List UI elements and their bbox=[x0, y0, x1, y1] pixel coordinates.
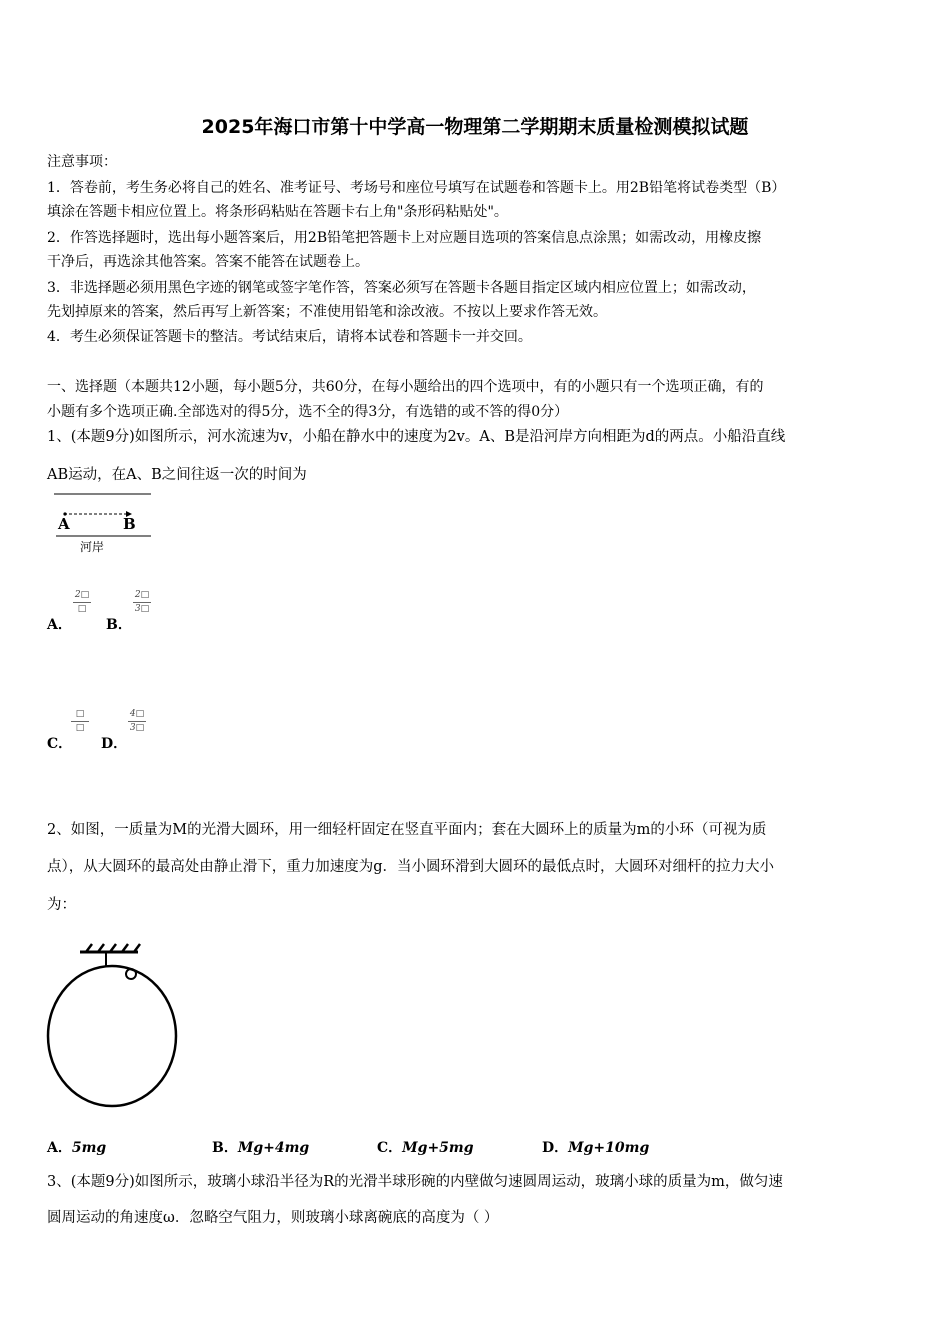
question-1-text: 1、(本题9分)如图所示，河水流速为v，小船在静水中的速度为2v。A、B是沿河岸方向相距为d的两点。小船沿直线 bbox=[47, 429, 786, 445]
option-b[interactable]: B．Mg+4mg bbox=[212, 1140, 310, 1156]
notice-item: 4．考生必须保证答题卡的整洁。考试结束后，请将本试卷和答题卡一并交回。 bbox=[47, 329, 532, 345]
question-1-text-cont: AB运动，在A、B之间往返一次的时间为 bbox=[47, 467, 307, 483]
option-c[interactable]: C．Mg+5mg bbox=[377, 1140, 474, 1156]
notice-item: 先划掉原来的答案，然后再写上新答案；不准使用铅笔和涂改液。不按以上要求作答无效。 bbox=[47, 304, 607, 320]
option-d[interactable]: D．Mg+10mg bbox=[542, 1140, 650, 1156]
option-b-label[interactable]: B． bbox=[106, 617, 132, 633]
option-d-label[interactable]: D． bbox=[101, 736, 128, 752]
river-bank-caption: 河岸 bbox=[80, 540, 105, 554]
notice-item: 3．非选择题必须用黑色字迹的钢笔或签字笔作答，答案必须写在答题卡各题目指定区域内相应位置上；如需改动， bbox=[47, 280, 756, 296]
notice-heading: 注意事项： bbox=[47, 154, 117, 170]
question-3-text: 3、(本题9分)如图所示，玻璃小球沿半径为R的光滑半球形碗的内壁做匀速圆周运动，玻璃小球的质量为m，做匀速 bbox=[47, 1174, 783, 1190]
option-a-fraction: 2□ □ bbox=[74, 590, 90, 614]
option-c-fraction: □ □ bbox=[69, 709, 91, 734]
river-figure bbox=[52, 488, 157, 558]
ring-diagram bbox=[44, 938, 184, 1128]
option-b-fraction: 2□ 3□ bbox=[134, 590, 150, 614]
notice-item: 干净后，再选涂其他答案。答案不能答在试题卷上。 bbox=[47, 254, 369, 270]
question-2-text-cont: 点），从大圆环的最高处由静止滑下，重力加速度为g．当小圆环滑到大圆环的最低点时，大圆环对细杆的拉力大小 bbox=[47, 859, 775, 875]
option-a[interactable]: A．5mg bbox=[47, 1140, 107, 1156]
question-2-text: 2、如图，一质量为M的光滑大圆环，用一细轻杆固定在竖直平面内；套在大圆环上的质量为m的小环（可视为质 bbox=[47, 822, 767, 838]
point-b-label: B bbox=[123, 515, 136, 533]
section-heading: 一、选择题（本题共12小题，每小题5分，共60分，在每小题给出的四个选项中，有的小题只有一个选项正确，有的 bbox=[47, 379, 764, 395]
ring-figure bbox=[44, 938, 184, 1128]
option-c-label[interactable]: C． bbox=[47, 736, 73, 752]
question-2-text-cont: 为： bbox=[47, 897, 76, 913]
notice-item: 填涂在答题卡相应位置上。将条形码粘贴在答题卡右上角"条形码粘贴处"。 bbox=[47, 204, 508, 220]
question-3-text-cont: 圆周运动的角速度ω．忽略空气阻力，则玻璃小球离碗底的高度为（ ） bbox=[47, 1210, 499, 1226]
option-a-label[interactable]: A． bbox=[47, 617, 72, 633]
page-title: 2025年海口市第十中学高一物理第二学期期末质量检测模拟试题 bbox=[201, 116, 749, 138]
option-d-fraction: 4□ 3□ bbox=[129, 709, 145, 733]
section-heading-cont: 小题有多个选项正确.全部选对的得5分，选不全的得3分，有选错的或不答的得0分） bbox=[47, 404, 569, 420]
notice-item: 1．答卷前，考生务必将自己的姓名、准考证号、考场号和座位号填写在试题卷和答题卡上。用2B铅笔将试卷类型（B） bbox=[47, 180, 786, 196]
point-a-label: A bbox=[58, 515, 70, 533]
notice-item: 2．作答选择题时，选出每小题答案后，用2B铅笔把答题卡上对应题目选项的答案信息点涂黑；如需改动，用橡皮擦 bbox=[47, 230, 762, 246]
